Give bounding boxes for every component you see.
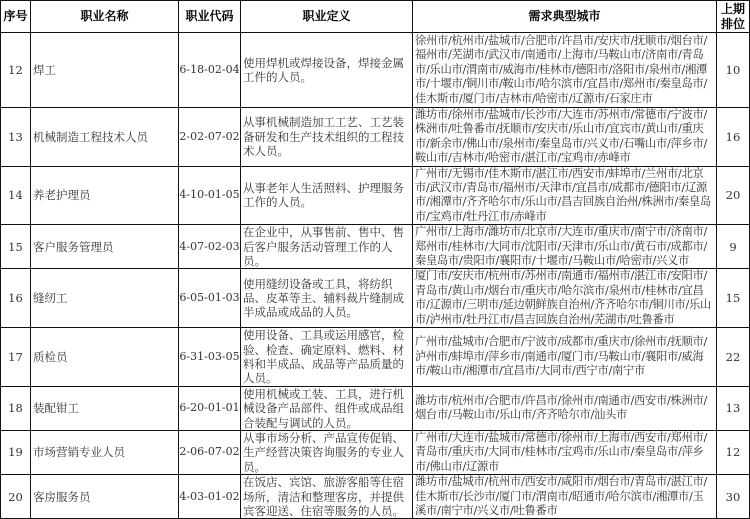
occupation-definition: 使用缝纫设备或工具，将纺织品、皮革等主、辅料裁片缝制成半成品或成品的人员。 [241, 269, 413, 328]
occupation-definition: 在饭店、宾馆、旅游客船等住宿场所，清洁和整理客房，并提供宾客迎送、住宿等服务的人员。 [241, 475, 413, 519]
row-no: 17 [1, 328, 31, 387]
demand-cities: 广州市/上海市/潍坊市/北京市/大连市/重庆市/南宁市/济南市/郑州市/桂林市/大同市/沈阳市/天津市/乐山市/黄石市/成都市/秦皇岛市/贵阳市/襄阳市/十堰市/马鞍山市/哈密市/兴义市 [413, 225, 717, 269]
occupation-code: 6-18-02-04 [179, 33, 241, 108]
row-no: 18 [1, 386, 31, 430]
occupation-definition: 在企业中，从事售前、售中、售后客户服务活动管理工作的人员。 [241, 225, 413, 269]
occupation-name: 缝纫工 [31, 269, 179, 328]
prev-rank: 12 [717, 430, 750, 474]
occupation-name: 客户服务管理员 [31, 225, 179, 269]
occupation-definition: 从事机械制造加工工艺、工艺装备研发和生产技术组织的工程技术人员。 [241, 108, 413, 167]
occupation-code: 6-31-03-05 [179, 328, 241, 387]
occupation-code: 4-03-01-02 [179, 475, 241, 519]
row-no: 19 [1, 430, 31, 474]
occupation-definition: 从事市场分析、产品宣传促销、生产经营决策咨询服务的专业人员。 [241, 430, 413, 474]
prev-rank: 30 [717, 475, 750, 519]
occupation-name: 客房服务员 [31, 475, 179, 519]
row-no: 12 [1, 33, 31, 108]
table-row [1, 430, 750, 474]
table-row [1, 166, 750, 225]
demand-cities: 厦门市/安庆市/杭州市/苏州市/南通市/福州市/湛江市/安阳市/青岛市/黄山市/烟台市/重庆市/哈尔滨市/泉州市/桂林市/宜昌市/辽源市/三明市/延边朝鲜族自治州/齐齐哈尔市/铜川市/乐山市/泸州市/牡丹江市/昌吉回族自治州/芜湖市/吐鲁番市 [413, 269, 717, 328]
occupation-code: 4-10-01-05 [179, 166, 241, 225]
prev-rank: 15 [717, 269, 750, 328]
header-cities: 需求典型城市 [413, 1, 717, 33]
table-row [1, 33, 750, 108]
occupation-name: 机械制造工程技术人员 [31, 108, 179, 167]
table-row [1, 269, 750, 328]
row-no: 20 [1, 475, 31, 519]
demand-cities: 广州市/无锡市/佳木斯市/湛江市/西安市/蚌埠市/兰州市/北京市/武汉市/青岛市/福州市/天津市/宜昌市/成都市/德阳市/辽源市/湘潭市/齐齐哈尔市/乐山市/昌吉回族自治州/株洲市/秦皇岛市/宝鸡市/牡丹江市/赤峰市 [413, 166, 717, 225]
header-no: 序号 [1, 1, 31, 33]
header-definition: 职业定义 [241, 1, 413, 33]
row-no: 14 [1, 166, 31, 225]
occupation-definition: 使用设备、工具或运用感官，检验、检查、确定原料、燃料、材料和半成品、成品等产品质量的人员。 [241, 328, 413, 387]
table-row [1, 386, 750, 430]
demand-cities: 潍坊市/盐城市/杭州市/西安市/咸阳市/烟台市/青岛市/湛江市/佳木斯市/长沙市/厦门市/渭南市/昭通市/哈尔滨市/湘潭市/玉溪市/南宁市/兴义市/吐鲁番市 [413, 475, 717, 519]
occupation-code: 4-07-02-03 [179, 225, 241, 269]
demand-cities: 潍坊市/杭州市/合肥市/许昌市/徐州市/南通市/西安市/株洲市/烟台市/马鞍山市/乐山市/齐齐哈尔市/汕头市 [413, 386, 717, 430]
occupation-name: 装配钳工 [31, 386, 179, 430]
occupation-definition: 使用机械或工装、工具，进行机械设备产品部件、组件或成品组合装配与调试的人员。 [241, 386, 413, 430]
prev-rank: 16 [717, 108, 750, 167]
prev-rank: 20 [717, 166, 750, 225]
occupation-code: 2-06-07-02 [179, 430, 241, 474]
occupation-definition: 从事老年人生活照料、护理服务工作的人员。 [241, 166, 413, 225]
occupation-code: 6-05-01-03 [179, 269, 241, 328]
row-no: 13 [1, 108, 31, 167]
row-no: 16 [1, 269, 31, 328]
occupation-code: 6-20-01-01 [179, 386, 241, 430]
row-no: 15 [1, 225, 31, 269]
occupation-name: 焊工 [31, 33, 179, 108]
occupation-definition: 使用焊机或焊接设备，焊接金属工件的人员。 [241, 33, 413, 108]
demand-cities: 潍坊市/徐州市/盐城市/长沙市/大连市/苏州市/常德市/宁波市/株洲市/吐鲁番市/抚顺市/安庆市/乐山市/宜宾市/黄山市/重庆市/新余市/佛山市/泉州市/秦皇岛市/兴义市/石嘴山市/萍乡市/鞍山市/吉林市/哈密市/湛江市/宝鸡市/赤峰市 [413, 108, 717, 167]
table-row [1, 328, 750, 387]
table-header-row [1, 1, 750, 33]
occupation-code: 2-02-07-02 [179, 108, 241, 167]
header-code: 职业代码 [179, 1, 241, 33]
table-row [1, 475, 750, 519]
occupation-name: 市场营销专业人员 [31, 430, 179, 474]
table-row [1, 225, 750, 269]
demand-cities: 广州市/盐城市/合肥市/宁波市/成都市/重庆市/徐州市/抚顺市/泸州市/蚌埠市/萍乡市/南通市/厦门市/马鞍山市/襄阳市/威海市/鞍山市/湘潭市/宜昌市/大同市/西宁市/南宁市 [413, 328, 717, 387]
table-row [1, 108, 750, 167]
demand-cities: 广州市/大连市/盐城市/常德市/徐州市/上海市/西安市/郑州市/青岛市/重庆市/大同市/桂林市/宝鸡市/乐山市/秦皇岛市/萍乡市/佛山市/辽源市 [413, 430, 717, 474]
prev-rank: 13 [717, 386, 750, 430]
occupation-name: 养老护理员 [31, 166, 179, 225]
header-name: 职业名称 [31, 1, 179, 33]
demand-cities: 徐州市/杭州市/盐城市/合肥市/许昌市/安庆市/抚顺市/烟台市/福州市/芜湖市/武汉市/南通市/上海市/马鞍山市/济南市/青岛市/乐山市/渭南市/威海市/桂林市/德阳市/洛阳市/泉州市/湘潭市/十堰市/铜川市/鞍山市/哈尔滨市/宜昌市/郑州市/秦皇岛市/佳木斯市/厦门市/吉林市/哈密市/辽源市/石家庄市 [413, 33, 717, 108]
header-prev-rank: 上期排位 [717, 1, 750, 33]
prev-rank: 9 [717, 225, 750, 269]
prev-rank: 10 [717, 33, 750, 108]
prev-rank: 22 [717, 328, 750, 387]
occupation-name: 质检员 [31, 328, 179, 387]
